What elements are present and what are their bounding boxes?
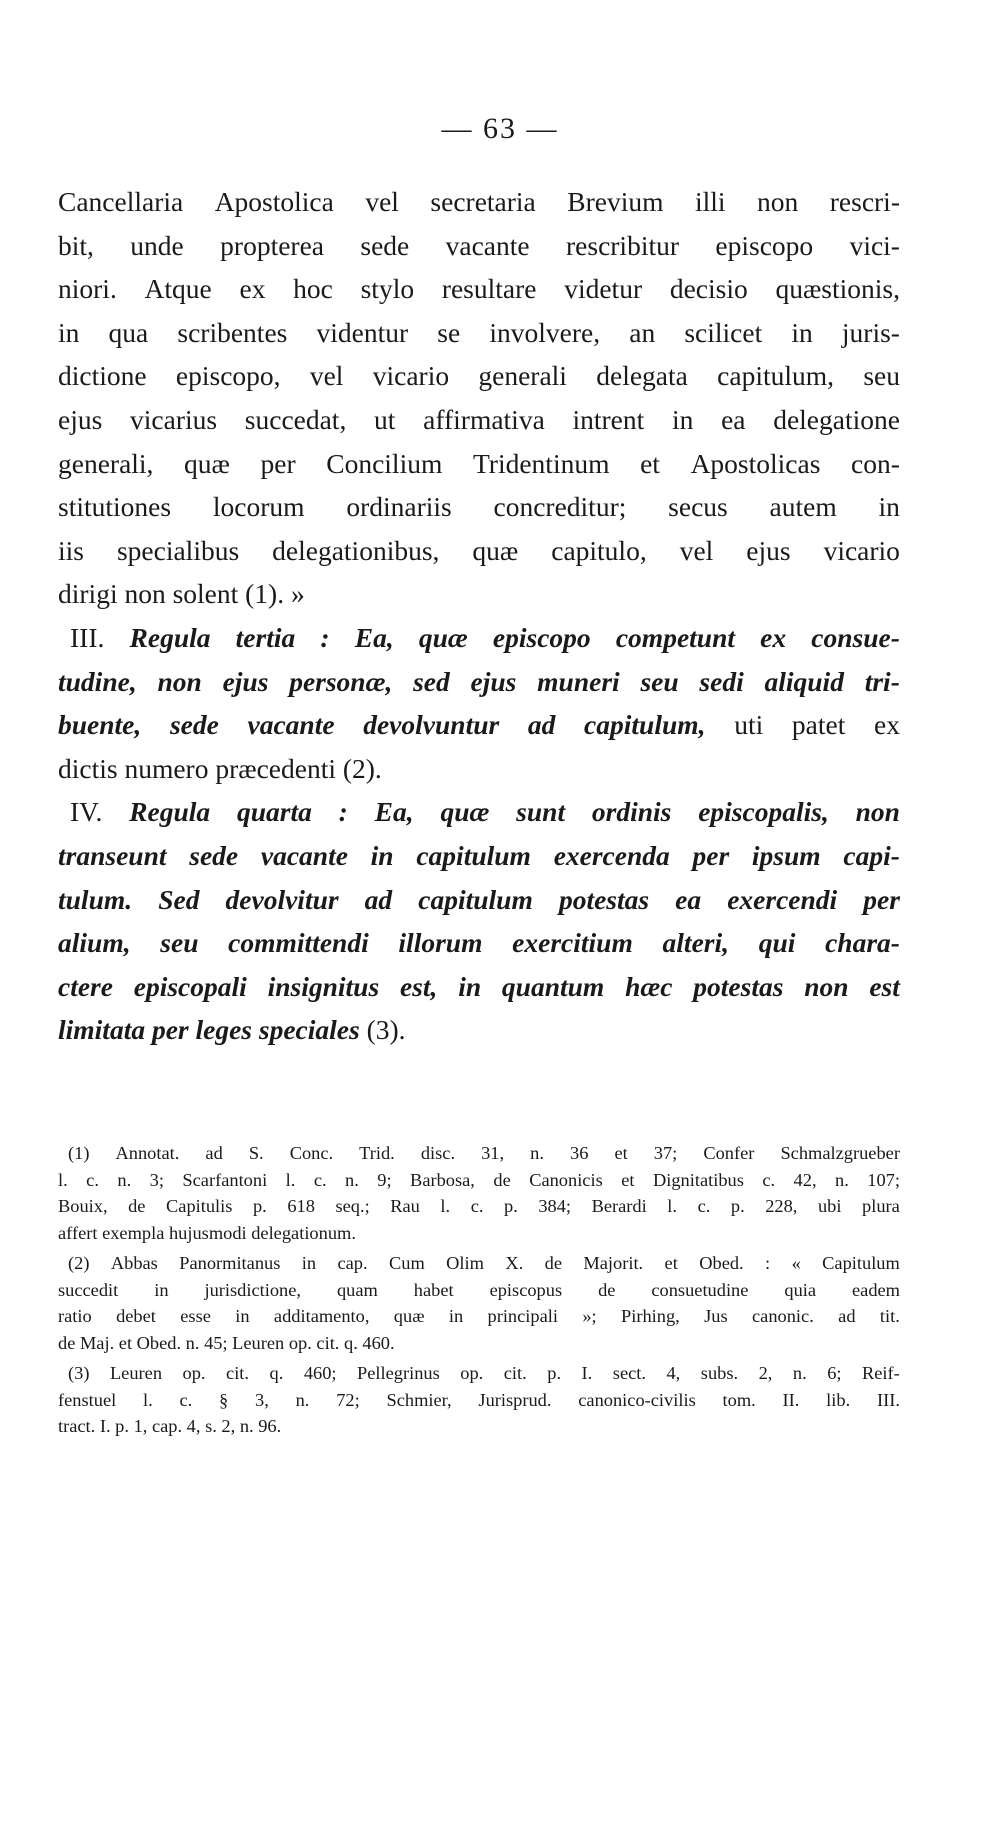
- page-number: — 63 —: [441, 112, 559, 145]
- rule-four-italic: limitata per leges speciales: [58, 1014, 360, 1046]
- rule-four-line: IV. Regula quarta : Ea, quæ sunt ordinis episcopalis, non: [70, 796, 900, 828]
- footnote-2-line: ratio debet esse in additamento, quæ in principali »; Pirhing, Jus canonic. ad tit.: [58, 1306, 900, 1326]
- footnote-1-line: (1) Annotat. ad S. Conc. Trid. disc. 31, n. 36 et 37; Confer Schmalzgrueber: [68, 1143, 900, 1163]
- main-text: [58, 180, 900, 1052]
- rule-four-line: ctere episcopali insignitus est, in quantum hæc potestas non est: [58, 970, 900, 1002]
- rule-three-line: tudine, non ejus personæ, sed ejus muneri seu sedi aliquid tri-: [58, 665, 900, 697]
- rule-four-line: tulum. Sed devolvitur ad capitulum potestas ea exercendi per: [58, 883, 900, 915]
- footnote-3-line: fenstuel l. c. § 3, n. 72; Schmier, Jurisprud. canonico-civilis tom. II. lib. III.: [58, 1389, 900, 1410]
- rule-four-line: transeunt sede vacante in capitulum exercenda per ipsum capi-: [58, 839, 900, 871]
- text-line: generali, quæ per Concilium Tridentinum et Apostolicas con-: [58, 447, 900, 479]
- text-line: ejus vicarius succedat, ut affirmativa intrent in ea delegatione: [58, 403, 900, 435]
- rule-four-line: [58, 1008, 900, 1052]
- text-line: in qua scribentes videntur se involvere, an scilicet in juris-: [58, 316, 900, 348]
- rule-three-line: buente, sede vacante devolvuntur ad capitulum, uti patet ex: [58, 709, 900, 741]
- text-line: niori. Atque ex hoc stylo resultare videtur decisio quæstionis,: [58, 273, 900, 305]
- footnote-1-line: l. c. n. 3; Scarfantoni l. c. n. 9; Barbosa, de Canonicis et Dignitatibus c. 42, n. 107;: [58, 1169, 900, 1190]
- text-line: stitutiones locorum ordinariis concreditur; secus autem in: [58, 491, 900, 523]
- text-line: dictione episcopo, vel vicario generali delegata capitulum, seu: [58, 360, 900, 392]
- text-line: iis specialibus delegationibus, quæ capitulo, vel ejus vicario: [58, 534, 900, 566]
- footnote-2-line: de Maj. et Obed. n. 45; Leuren op. cit. q. 460.: [58, 1332, 395, 1353]
- footnote-2-line: succedit in jurisdictione, quam habet episcopus de consuetudine quia eadem: [58, 1279, 900, 1300]
- rule-four-line: alium, seu committendi illorum exercitium alteri, qui chara-: [58, 927, 900, 959]
- rule-three-line: dictis numero præcedenti (2).: [58, 752, 382, 784]
- footnote-1-line: Bouix, de Capitulis p. 618 seq.; Rau l. c. p. 384; Berardi l. c. p. 228, ubi plura: [58, 1196, 900, 1216]
- footnotes: [58, 1140, 900, 1440]
- footnote-2-line: (2) Abbas Panormitanus in cap. Cum Olim X. de Majorit. et Obed. : « Capitulum: [68, 1253, 900, 1273]
- rule-three-line: III. Regula tertia : Ea, quæ episcopo competunt ex consue-: [70, 621, 900, 653]
- rule-four-tail: (3).: [359, 1014, 406, 1046]
- text-line: dirigi non solent (1). »: [58, 578, 305, 610]
- footnote-3-line: (3) Leuren op. cit. q. 460; Pellegrinus op. cit. p. I. sect. 4, subs. 2, n. 6; Reif-: [68, 1363, 900, 1383]
- text-line: Cancellaria Apostolica vel secretaria Brevium illi non rescri-: [58, 186, 900, 217]
- footnote-1-line: affert exempla hujusmodi delegationum.: [58, 1222, 356, 1243]
- text-line: bit, unde propterea sede vacante rescribitur episcopo vici-: [58, 229, 900, 261]
- footnote-3-line: tract. I. p. 1, cap. 4, s. 2, n. 96.: [58, 1416, 282, 1436]
